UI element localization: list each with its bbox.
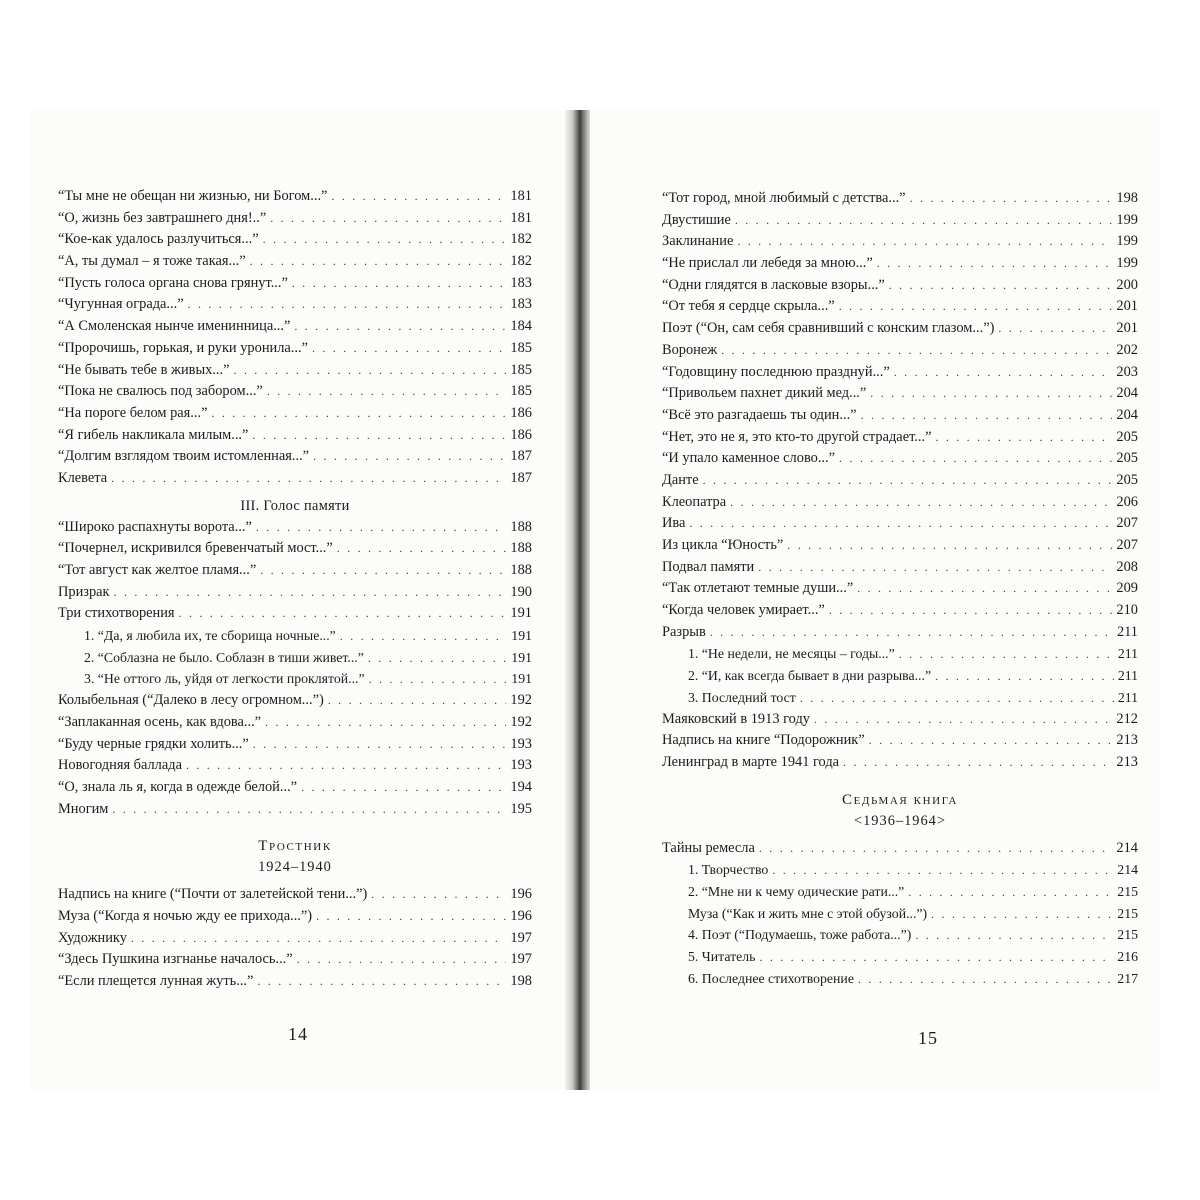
dot-leader bbox=[256, 517, 507, 539]
toc-entry bbox=[58, 186, 532, 208]
dot-leader bbox=[112, 799, 506, 821]
toc-entry bbox=[58, 403, 532, 425]
toc-entry-title: “Заплаканная осень, как вдова...” bbox=[58, 713, 262, 730]
dot-leader bbox=[114, 582, 507, 604]
dot-leader bbox=[253, 734, 507, 756]
toc-entry-title: 3. Последний тост bbox=[688, 689, 796, 705]
toc-entry bbox=[662, 535, 1138, 557]
toc-subentry bbox=[662, 881, 1138, 903]
toc-entry bbox=[662, 470, 1138, 492]
toc-entry bbox=[662, 730, 1138, 752]
toc-entry-title: 1. “Не недели, не месяцы – годы...” bbox=[688, 646, 895, 662]
toc-entry-title: “Тот город, мной любимый с детства...” bbox=[662, 190, 906, 206]
toc-entry-page: 199 bbox=[1116, 255, 1138, 272]
toc-entry-title: “Нет, это не я, это кто-то другой страдает...” bbox=[662, 428, 932, 445]
toc-entry bbox=[58, 538, 532, 560]
toc-entry-page: 197 bbox=[510, 951, 532, 968]
dot-leader bbox=[839, 296, 1113, 318]
toc-entry-title: “О, жизнь без завтрашнего дня!..” bbox=[58, 209, 267, 226]
dot-leader bbox=[735, 210, 1113, 232]
toc-entry-title: “Не прислал ли лебедя за мною...” bbox=[662, 255, 873, 272]
dot-leader bbox=[869, 730, 1113, 752]
toc-entry-page: 199 bbox=[1116, 211, 1138, 228]
toc-entry bbox=[58, 468, 532, 490]
toc-entry-title: “Я гибель накликала милым...” bbox=[58, 426, 249, 443]
toc-entry bbox=[662, 492, 1138, 514]
dot-leader bbox=[998, 318, 1112, 340]
dot-leader bbox=[292, 273, 507, 295]
dot-leader bbox=[111, 468, 506, 490]
toc-entry-title: Подвал памяти bbox=[662, 558, 755, 575]
toc-entry bbox=[58, 338, 532, 360]
toc-entry bbox=[58, 799, 532, 821]
toc-entry bbox=[662, 427, 1138, 449]
dot-leader bbox=[263, 229, 507, 251]
dot-leader bbox=[931, 904, 1113, 926]
book-years: 1924–1940 bbox=[258, 859, 332, 876]
toc-right bbox=[662, 188, 1138, 989]
right-page bbox=[590, 110, 1160, 1090]
toc-subentry bbox=[58, 668, 532, 690]
dot-leader bbox=[260, 560, 506, 582]
toc-entry-title: “Пророчишь, горькая, и руки уронила...” bbox=[58, 339, 308, 356]
dot-leader bbox=[889, 275, 1113, 297]
toc-entry bbox=[662, 296, 1138, 318]
dot-leader bbox=[857, 578, 1112, 600]
toc-entry bbox=[58, 273, 532, 295]
dot-leader bbox=[270, 208, 506, 230]
toc-entry bbox=[662, 838, 1138, 860]
toc-entry-title: “Если плещется лунная жуть...” bbox=[58, 973, 254, 989]
toc-entry-title: “От тебя я сердце скрыла...” bbox=[662, 298, 835, 315]
dot-leader bbox=[759, 947, 1113, 969]
toc-entry bbox=[662, 210, 1138, 232]
toc-subentry bbox=[662, 903, 1138, 925]
toc-entry-title: Муза (“Когда я ночью жду ее прихода...”) bbox=[58, 907, 313, 924]
toc-entry-title: Призрак bbox=[58, 583, 110, 600]
page-number: 14 bbox=[288, 1024, 308, 1044]
dot-leader bbox=[179, 603, 507, 625]
toc-entry bbox=[58, 446, 532, 468]
toc-entry bbox=[58, 560, 532, 582]
toc-entry-page: 207 bbox=[1116, 537, 1138, 553]
toc-entry bbox=[58, 603, 532, 625]
toc-subentry bbox=[662, 643, 1138, 665]
toc-subentry bbox=[58, 625, 532, 647]
toc-entry-page: 185 bbox=[510, 383, 532, 400]
toc-subentry bbox=[662, 859, 1138, 881]
toc-entry-page: 207 bbox=[1116, 515, 1138, 532]
dot-leader bbox=[337, 538, 507, 560]
toc-entry bbox=[58, 755, 532, 777]
toc-entry bbox=[58, 690, 532, 712]
dot-leader bbox=[730, 492, 1112, 514]
toc-entry-page: 211 bbox=[1117, 668, 1138, 684]
toc-entry-title: Художнику bbox=[58, 929, 127, 946]
toc-entry-title: Муза (“Как и жить мне с этой обузой...”) bbox=[688, 905, 928, 921]
toc-entry-title: Колыбельная (“Далеко в лесу огромном...”) bbox=[58, 692, 324, 709]
toc-entry-title: Ива bbox=[662, 515, 686, 532]
toc-subentry bbox=[662, 924, 1138, 946]
book-spread bbox=[30, 110, 1160, 1090]
toc-entry bbox=[58, 582, 532, 604]
left-page bbox=[30, 110, 570, 1090]
toc-subentry bbox=[662, 665, 1138, 687]
toc-entry bbox=[662, 578, 1138, 600]
toc-entry-page: 215 bbox=[1117, 905, 1138, 921]
dot-leader bbox=[368, 648, 507, 670]
toc-entry-title: “Пока не свалюсь под забором...” bbox=[58, 383, 263, 400]
toc-entry-title: “А Смоленская нынче именинница...” bbox=[58, 318, 291, 335]
toc-entry-title: “Всё это разгадаешь ты один...” bbox=[662, 406, 857, 423]
dot-leader bbox=[257, 971, 506, 993]
toc-entry-page: 184 bbox=[510, 318, 532, 335]
toc-entry-page: 185 bbox=[510, 339, 532, 356]
toc-entry-page: 198 bbox=[1116, 190, 1138, 206]
toc-entry-page: 186 bbox=[510, 404, 532, 421]
toc-entry-page: 186 bbox=[510, 426, 532, 443]
dot-leader bbox=[858, 969, 1113, 991]
toc-group bbox=[662, 838, 1138, 990]
toc-entry-page: 191 bbox=[511, 649, 532, 665]
toc-entry bbox=[662, 709, 1138, 731]
toc-entry-title: “Годовщину последнюю празднуй...” bbox=[662, 363, 890, 380]
toc-entry-title: 2. “И, как всегда бывает в дни разрыва...” bbox=[688, 668, 932, 684]
toc-group bbox=[58, 517, 532, 821]
toc-entry-page: 194 bbox=[510, 778, 532, 795]
toc-entry-title: 6. Последнее стихотворение bbox=[688, 970, 854, 986]
toc-entry bbox=[58, 712, 532, 734]
toc-entry-page: 195 bbox=[510, 800, 532, 817]
toc-entry-title: 1. “Да, я любила их, те сборища ночные...” bbox=[84, 628, 336, 644]
toc-entry-title: “Почернел, искривился бревенчатый мост...” bbox=[58, 540, 333, 557]
dot-leader bbox=[371, 884, 506, 906]
toc-entry-page: 214 bbox=[1116, 839, 1138, 856]
toc-entry-page: 182 bbox=[510, 253, 532, 270]
toc-entry-page: 215 bbox=[1117, 883, 1138, 899]
toc-entry bbox=[58, 928, 532, 950]
toc-entry-page: 181 bbox=[510, 209, 532, 226]
toc-entry bbox=[58, 777, 532, 799]
toc-entry-title: Ленинград в марте 1941 года bbox=[662, 753, 840, 770]
toc-entry bbox=[662, 405, 1138, 427]
dot-leader bbox=[839, 448, 1112, 470]
toc-entry bbox=[662, 340, 1138, 362]
toc-entry-page: 212 bbox=[1116, 710, 1138, 727]
dot-leader bbox=[814, 709, 1112, 731]
toc-left bbox=[58, 186, 532, 993]
dot-leader bbox=[877, 253, 1113, 275]
toc-entry-page: 204 bbox=[1116, 385, 1138, 402]
toc-entry-page: 201 bbox=[1116, 298, 1138, 315]
toc-entry-page: 205 bbox=[1116, 450, 1138, 467]
book-title: Седьмая книга bbox=[841, 791, 959, 808]
dot-leader bbox=[894, 362, 1113, 384]
toc-group bbox=[662, 188, 1138, 774]
dot-leader bbox=[252, 425, 506, 447]
toc-entry-page: 203 bbox=[1116, 363, 1138, 380]
toc-entry-page: 213 bbox=[1116, 753, 1138, 770]
dot-leader bbox=[294, 316, 506, 338]
toc-entry-title: “И упало каменное слово...” bbox=[662, 450, 836, 467]
toc-entry-title: “Привольем пахнет дикий мед...” bbox=[662, 385, 867, 402]
toc-entry-page: 187 bbox=[510, 469, 532, 486]
toc-entry-page: 211 bbox=[1117, 689, 1138, 705]
toc-group bbox=[58, 186, 532, 490]
toc-entry-title: “Кое-как удалось разлучиться...” bbox=[58, 231, 259, 248]
toc-entry-title: “Ты мне не обещан ни жизнью, ни Богом...” bbox=[58, 188, 328, 204]
dot-leader bbox=[316, 906, 506, 928]
toc-entry-title: “Так отлетают темные души...” bbox=[662, 580, 854, 597]
toc-subentry bbox=[662, 687, 1138, 709]
toc-entry-title: Тайны ремесла bbox=[662, 839, 755, 856]
toc-entry-title: Двустишие bbox=[662, 211, 731, 228]
dot-leader bbox=[935, 427, 1112, 449]
toc-entry-title: “А, ты думал – я тоже такая...” bbox=[58, 253, 246, 270]
toc-entry-title: Из цикла “Юность” bbox=[662, 537, 784, 553]
dot-leader bbox=[703, 470, 1113, 492]
toc-entry bbox=[662, 448, 1138, 470]
dot-leader bbox=[870, 383, 1112, 405]
dot-leader bbox=[915, 925, 1113, 947]
dot-leader bbox=[758, 557, 1112, 579]
toc-entry-title: “Тот август как желтое пламя...” bbox=[58, 562, 257, 578]
toc-entry bbox=[58, 906, 532, 928]
toc-entry-title: “О, знала ль я, когда в одежде белой...” bbox=[58, 778, 298, 795]
dot-leader bbox=[340, 626, 508, 648]
dot-leader bbox=[689, 513, 1112, 535]
book-years: <1936–1964> bbox=[854, 812, 946, 829]
toc-entry bbox=[58, 949, 532, 971]
toc-entry-title: Воронеж bbox=[662, 341, 718, 358]
toc-entry bbox=[662, 752, 1138, 774]
toc-entry bbox=[662, 383, 1138, 405]
toc-entry-page: 200 bbox=[1116, 276, 1138, 293]
toc-entry-title: “Здесь Пушкина изгнанье началось...” bbox=[58, 951, 293, 968]
dot-leader bbox=[188, 294, 507, 316]
toc-entry-title: “На пороге белом рая...” bbox=[58, 404, 208, 421]
toc-entry-page: 191 bbox=[511, 628, 532, 644]
dot-leader bbox=[737, 231, 1112, 253]
toc-entry-title: “Чугунная ограда...” bbox=[58, 296, 184, 313]
dot-leader bbox=[843, 752, 1112, 774]
section-heading: III. Голос памяти bbox=[240, 497, 350, 514]
toc-entry-page: 188 bbox=[510, 540, 532, 557]
toc-entry-page: 211 bbox=[1117, 646, 1138, 662]
dot-leader bbox=[721, 340, 1112, 362]
dot-leader bbox=[829, 600, 1113, 622]
toc-entry-title: Данте bbox=[662, 471, 699, 488]
dot-leader bbox=[772, 860, 1113, 882]
toc-entry-title: Поэт (“Он, сам себя сравнивший с конским глазом...”) bbox=[662, 320, 995, 337]
toc-entry-page: 192 bbox=[510, 692, 532, 709]
dot-leader bbox=[861, 405, 1113, 427]
toc-entry-title: 1. Творчество bbox=[688, 862, 769, 878]
toc-subentry bbox=[662, 968, 1138, 990]
toc-entry-page: 183 bbox=[510, 296, 532, 313]
toc-entry-page: 183 bbox=[510, 274, 532, 291]
toc-entry-page: 188 bbox=[510, 562, 532, 578]
toc-entry-title: 2. “Соблазна не было. Соблазн в тиши живет...” bbox=[84, 649, 364, 665]
toc-entry bbox=[58, 425, 532, 447]
toc-entry-page: 202 bbox=[1116, 341, 1138, 358]
dot-leader bbox=[234, 360, 507, 382]
toc-subentry bbox=[662, 946, 1138, 968]
toc-entry bbox=[58, 734, 532, 756]
toc-entry bbox=[662, 253, 1138, 275]
toc-entry-page: 201 bbox=[1116, 320, 1138, 337]
dot-leader bbox=[131, 928, 507, 950]
page-number: 15 bbox=[918, 1028, 938, 1048]
toc-entry bbox=[662, 600, 1138, 622]
toc-entry-title: 3. “Не оттого ль, уйдя от легкости проклятой...” bbox=[84, 671, 365, 687]
toc-entry bbox=[662, 231, 1138, 253]
toc-entry-title: Надпись на книге (“Почти от залетейской тени...”) bbox=[58, 886, 368, 903]
toc-entry-title: 4. Поэт (“Подумаешь, тоже работа...”) bbox=[688, 927, 912, 943]
toc-entry bbox=[58, 971, 532, 993]
dot-leader bbox=[328, 690, 507, 712]
dot-leader bbox=[313, 446, 506, 468]
dot-leader bbox=[935, 666, 1114, 688]
toc-entry-title: Клеопатра bbox=[662, 493, 727, 510]
toc-entry-page: 199 bbox=[1116, 233, 1138, 250]
toc-entry-title: Многим bbox=[58, 800, 109, 817]
toc-entry bbox=[662, 362, 1138, 384]
toc-entry-page: 193 bbox=[510, 735, 532, 752]
toc-entry bbox=[662, 622, 1138, 644]
dot-leader bbox=[899, 644, 1114, 666]
toc-entry bbox=[58, 360, 532, 382]
toc-entry-page: 205 bbox=[1116, 471, 1138, 488]
toc-entry-title: “Буду черные грядки холить...” bbox=[58, 735, 249, 752]
toc-entry-page: 198 bbox=[510, 973, 532, 989]
toc-entry-page: 185 bbox=[510, 361, 532, 378]
toc-entry-page: 215 bbox=[1117, 927, 1138, 943]
toc-group bbox=[58, 884, 532, 992]
toc-entry-page: 190 bbox=[510, 583, 532, 600]
toc-entry-page: 217 bbox=[1117, 970, 1138, 986]
dot-leader bbox=[250, 251, 507, 273]
toc-entry-page: 204 bbox=[1116, 406, 1138, 423]
toc-entry bbox=[58, 316, 532, 338]
dot-leader bbox=[910, 188, 1113, 210]
toc-entry-page: 191 bbox=[511, 671, 532, 687]
toc-entry-page: 182 bbox=[510, 231, 532, 248]
toc-entry bbox=[58, 294, 532, 316]
toc-entry-page: 187 bbox=[510, 448, 532, 465]
toc-entry-title: “Пусть голоса органа снова грянут...” bbox=[58, 274, 288, 291]
dot-leader bbox=[710, 622, 1113, 644]
toc-entry-title: Новогодняя баллада bbox=[58, 757, 182, 774]
toc-entry-title: Разрыв bbox=[662, 623, 706, 640]
toc-entry-title: 5. Читатель bbox=[688, 949, 756, 964]
toc-entry-title: Надпись на книге “Подорожник” bbox=[662, 732, 865, 749]
toc-entry bbox=[58, 251, 532, 273]
toc-entry bbox=[662, 275, 1138, 297]
toc-entry-title: “Не бывать тебе в живых...” bbox=[58, 361, 230, 378]
toc-entry-page: 197 bbox=[510, 929, 532, 946]
toc-entry-title: Маяковский в 1913 году bbox=[662, 710, 810, 727]
toc-entry-title: “Одни глядятся в ласковые взоры...” bbox=[662, 276, 885, 293]
toc-entry-page: 211 bbox=[1116, 623, 1138, 640]
dot-leader bbox=[297, 949, 507, 971]
dot-leader bbox=[800, 688, 1114, 710]
dot-leader bbox=[312, 338, 506, 360]
toc-entry-page: 206 bbox=[1116, 493, 1138, 510]
dot-leader bbox=[267, 381, 507, 403]
toc-entry-title: “Долгим взглядом твоим истомленная...” bbox=[58, 448, 310, 465]
toc-subentry bbox=[58, 647, 532, 669]
toc-entry-page: 208 bbox=[1116, 558, 1138, 575]
dot-leader bbox=[908, 882, 1113, 904]
toc-entry-page: 196 bbox=[510, 907, 532, 924]
toc-entry bbox=[58, 229, 532, 251]
toc-entry-title: 2. “Мне ни к чему одические рати...” bbox=[688, 883, 905, 899]
dot-leader bbox=[211, 403, 506, 425]
toc-entry bbox=[662, 557, 1138, 579]
dot-leader bbox=[186, 755, 506, 777]
toc-entry-page: 209 bbox=[1116, 580, 1138, 597]
toc-entry-page: 196 bbox=[510, 886, 532, 903]
toc-entry bbox=[662, 188, 1138, 210]
dot-leader bbox=[759, 838, 1113, 860]
toc-entry-title: Клевета bbox=[58, 469, 108, 486]
book-title: Тростник bbox=[258, 838, 332, 855]
toc-entry-page: 213 bbox=[1116, 732, 1138, 749]
toc-entry-page: 214 bbox=[1117, 862, 1138, 878]
toc-entry-title: “Когда человек умирает...” bbox=[662, 602, 825, 619]
dot-leader bbox=[265, 712, 506, 734]
dot-leader bbox=[369, 669, 508, 691]
toc-entry-title: Заклинание bbox=[662, 233, 734, 250]
toc-entry bbox=[58, 517, 532, 539]
toc-entry bbox=[58, 208, 532, 230]
toc-entry-title: Три стихотворения bbox=[58, 605, 175, 622]
dot-leader bbox=[301, 777, 506, 799]
dot-leader bbox=[331, 186, 506, 208]
toc-entry-page: 210 bbox=[1116, 602, 1138, 619]
toc-entry-page: 191 bbox=[510, 605, 532, 622]
toc-entry-page: 181 bbox=[510, 188, 532, 204]
toc-entry-page: 193 bbox=[510, 757, 532, 774]
toc-entry bbox=[662, 318, 1138, 340]
toc-entry bbox=[58, 884, 532, 906]
toc-entry bbox=[58, 381, 532, 403]
toc-entry-page: 192 bbox=[510, 713, 532, 730]
toc-entry-page: 205 bbox=[1116, 428, 1138, 445]
toc-entry-title: “Широко распахнуты ворота...” bbox=[58, 518, 252, 535]
dot-leader bbox=[787, 535, 1112, 557]
toc-entry-page: 188 bbox=[510, 518, 532, 535]
toc-entry bbox=[662, 513, 1138, 535]
toc-entry-page: 216 bbox=[1117, 949, 1138, 964]
